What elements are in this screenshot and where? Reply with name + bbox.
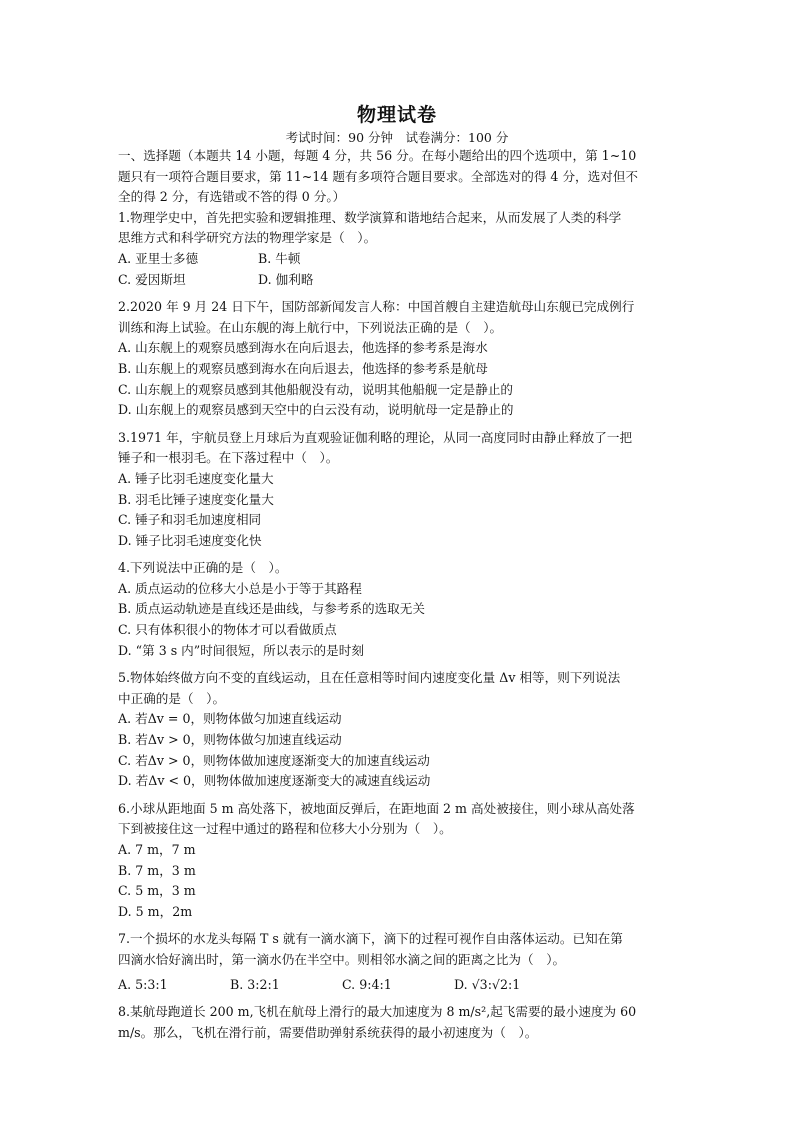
option-c: C. 5 m，3 m bbox=[118, 883, 196, 899]
question-stem: 4.下列说法中正确的是（ ）。 bbox=[118, 560, 288, 576]
question-stem: 中正确的是（ ）。 bbox=[118, 690, 226, 706]
option-c: C. 只有体积很小的物体才可以看做质点 bbox=[118, 622, 337, 638]
option-a: A. 锤子比羽毛速度变化量大 bbox=[118, 470, 274, 486]
option-b: B. 3:2:1 bbox=[230, 976, 280, 992]
option-b: B. 羽毛比锤子速度变化量大 bbox=[118, 491, 274, 507]
option-c: C. 山东舰上的观察员感到其他船舰没有动，说明其他船舰一定是静止的 bbox=[118, 381, 514, 397]
option-a: A. 质点运动的位移大小总是小于等于其路程 bbox=[118, 580, 362, 596]
option-d: D. √3:√2:1 bbox=[454, 976, 521, 992]
instruction-line: 全的得 2 分，有选错或不答的得 0 分。） bbox=[118, 189, 346, 205]
option-d: D. 伽利略 bbox=[258, 271, 314, 287]
question-stem: 2.2020 年 9 月 24 日下午，国防部新闻发言人称：中国首艘自主建造航母山东舰已完成例行 bbox=[118, 299, 635, 315]
question-stem: 8.某航母跑道长 200 m,飞机在航母上滑行的最大加速度为 8 m/s²,起飞需要的最小速度为 60 bbox=[118, 1004, 637, 1020]
option-b: B. 山东舰上的观察员感到海水在向后退去，他选择的参考系是航母 bbox=[118, 360, 488, 376]
exam-info: 考试时间：90 分钟 试卷满分：100 分 bbox=[285, 130, 509, 145]
question-1 bbox=[118, 208, 678, 290]
question-5 bbox=[118, 668, 678, 792]
option-d: D. “第 3 s 内”时间很短，所以表示的是时刻 bbox=[118, 642, 364, 658]
question-2 bbox=[118, 297, 678, 421]
question-8 bbox=[118, 1002, 678, 1043]
option-b: B. 若Δv > 0，则物体做匀加速直线运动 bbox=[118, 732, 342, 748]
question-3 bbox=[118, 428, 678, 552]
instruction-line: 一、选择题（本题共 14 小题，每题 4 分，共 56 分。在每小题给出的四个选项中，第 1~10 bbox=[118, 148, 637, 163]
question-4 bbox=[118, 558, 678, 661]
question-stem: 7.一个损坏的水龙头每隔 T s 就有一滴水滴下，滴下的过程可视作自由落体运动。已知在第 bbox=[118, 931, 623, 947]
option-d: D. 5 m，2m bbox=[118, 903, 193, 919]
question-7 bbox=[118, 929, 678, 995]
question-stem: 思维方式和科学研究方法的物理学家是（ ）。 bbox=[118, 230, 377, 246]
exam-content bbox=[118, 146, 678, 1043]
question-stem: 6.小球从距地面 5 m 高处落下，被地面反弹后，在距地面 2 m 高处被接住，则小球从高处落 bbox=[118, 800, 635, 816]
option-c: C. 9:4:1 bbox=[342, 976, 392, 992]
question-stem: 5.物体始终做方向不变的直线运动，且在任意相等时间内速度变化量 Δv 相等，则下列说法 bbox=[118, 670, 621, 686]
page-title: 物理试卷 bbox=[356, 104, 437, 126]
question-stem: 下到被接住这一过程中通过的路程和位移大小分别为（ ）。 bbox=[118, 821, 452, 837]
instruction-line: 题只有一项符合题目要求，第 11~14 题有多项符合题目要求。全部选对的得 4 分，选对但不 bbox=[118, 168, 639, 184]
option-a: A. 若Δv = 0，则物体做匀加速直线运动 bbox=[118, 711, 342, 727]
option-d: D. 山东舰上的观察员感到天空中的白云没有动，说明航母一定是静止的 bbox=[118, 402, 514, 418]
question-stem: 1.物理学史中，首先把实验和逻辑推理、数学演算和谐地结合起来，从而发展了人类的科学 bbox=[118, 209, 622, 225]
option-a: A. 7 m，7 m bbox=[118, 842, 196, 857]
option-b: B. 质点运动轨迹是直线还是曲线，与参考系的选取无关 bbox=[118, 601, 425, 617]
option-row bbox=[118, 975, 678, 996]
option-row bbox=[118, 270, 678, 291]
section-instructions bbox=[118, 146, 678, 208]
option-row bbox=[118, 249, 678, 270]
option-c: C. 爱因斯坦 bbox=[118, 271, 186, 287]
option-c: C. 锤子和羽毛加速度相同 bbox=[118, 512, 262, 528]
option-a: A. 山东舰上的观察员感到海水在向后退去，他选择的参考系是海水 bbox=[118, 340, 488, 356]
question-stem: 四滴水恰好滴出时，第一滴水仍在半空中。则相邻水滴之间的距离之比为（ ）。 bbox=[118, 951, 566, 967]
option-d: D. 锤子比羽毛速度变化快 bbox=[118, 532, 262, 548]
question-6 bbox=[118, 799, 678, 923]
question-stem: m/s。那么，飞机在滑行前，需要借助弹射系统获得的最小初速度为（ ）。 bbox=[118, 1024, 538, 1040]
option-b: B. 牛顿 bbox=[258, 250, 301, 266]
question-stem: 训练和海上试验。在山东舰的海上航行中，下列说法正确的是（ ）。 bbox=[118, 319, 503, 335]
question-stem: 锤子和一根羽毛。在下落过程中（ ）。 bbox=[118, 450, 339, 466]
option-b: B. 7 m，3 m bbox=[118, 862, 196, 878]
option-d: D. 若Δv < 0，则物体做加速度逐渐变大的减速直线运动 bbox=[118, 773, 431, 789]
option-a: A. 亚里士多德 bbox=[118, 250, 199, 266]
option-c: C. 若Δv > 0，则物体做加速度逐渐变大的加速直线运动 bbox=[118, 752, 430, 768]
option-a: A. 5:3:1 bbox=[118, 976, 168, 992]
question-stem: 3.1971 年，宇航员登上月球后为直观验证伽利略的理论，从同一高度同时由静止释放了一把 bbox=[118, 429, 633, 445]
